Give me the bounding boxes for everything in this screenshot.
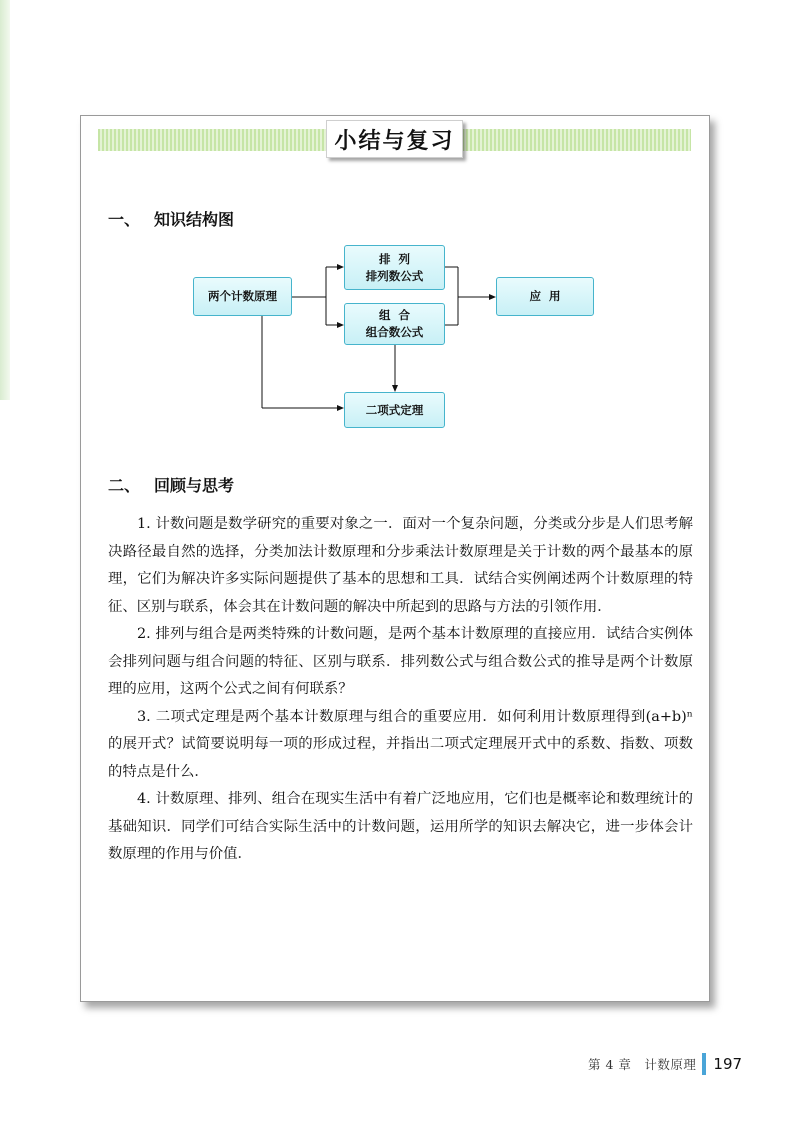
node-line: 排列数公式 (365, 268, 424, 283)
arrowhead (392, 385, 398, 392)
paragraph: 2. 排列与组合是两类特殊的计数问题，是两个基本计数原理的直接应用．试结合实例体会排列问题与组合问题的特征、区别与联系．排列数公式与组合数公式的推导是两个计数原理的应用，这两个公式之间有何联系？ (108, 626, 693, 697)
node-binomial-theorem (344, 392, 445, 428)
arrowhead (489, 294, 496, 300)
node-line: 组合数公式 (365, 325, 424, 339)
arrowhead (337, 405, 344, 411)
node-application (496, 277, 594, 316)
paragraph: 4. 计数原理、排列、组合在现实生活中有着广泛地应用，它们也是概率论和数理统计的基础知识．同学们可结合实际生活中的计数问题，运用所学的知识去解决它，进一步体会计数原理的作用与价值． (108, 791, 693, 862)
review-questions (108, 511, 693, 869)
page-number: 197 (713, 1055, 743, 1073)
node-line: 应 用 (529, 289, 561, 303)
page-title: 小结与复习 (326, 120, 463, 158)
section-label: 回顾与思考 (154, 476, 235, 495)
node-permutation (344, 245, 445, 290)
chapter-label: 第 4 章 计数原理 (588, 1057, 697, 1072)
section-number: 二、 (108, 476, 141, 495)
arrowhead (337, 264, 344, 270)
node-line: 组 合 (378, 308, 410, 322)
node-counting-principles (193, 277, 292, 316)
content-panel (80, 115, 710, 1002)
section-number: 一、 (108, 210, 141, 229)
node-line: 二项式定理 (365, 402, 424, 417)
paragraph: 3. 二项式定理是两个基本计数原理与组合的重要应用．如何利用计数原理得到(a+b)ⁿ 的展开式？试简要说明每一项的形成过程，并指出二项式定理展开式中的系数、指数、项数的特点是什么． (108, 708, 693, 780)
node-line: 排 列 (378, 251, 410, 266)
left-edge-decoration (0, 0, 10, 400)
node-line: 两个计数原理 (208, 289, 277, 303)
node-combination (344, 303, 445, 345)
section-heading-review (108, 473, 234, 496)
page-footer (588, 1053, 742, 1075)
footer-divider (702, 1053, 706, 1075)
paragraph: 1. 计数问题是数学研究的重要对象之一．面对一个复杂问题，分类或分步是人们思考解决路径最自然的选择，分类加法计数原理和分步乘法计数原理是关于计数的两个最基本的原理，它们为解决许多实际问题提供了基本的思想和工具．试结合实例阐述两个计数原理的特征、区别与联系，体会其在计数问题的解决中所起到的思路与方法的引领作用． (108, 516, 693, 615)
section-label: 知识结构图 (154, 210, 235, 229)
arrowhead (337, 322, 344, 328)
